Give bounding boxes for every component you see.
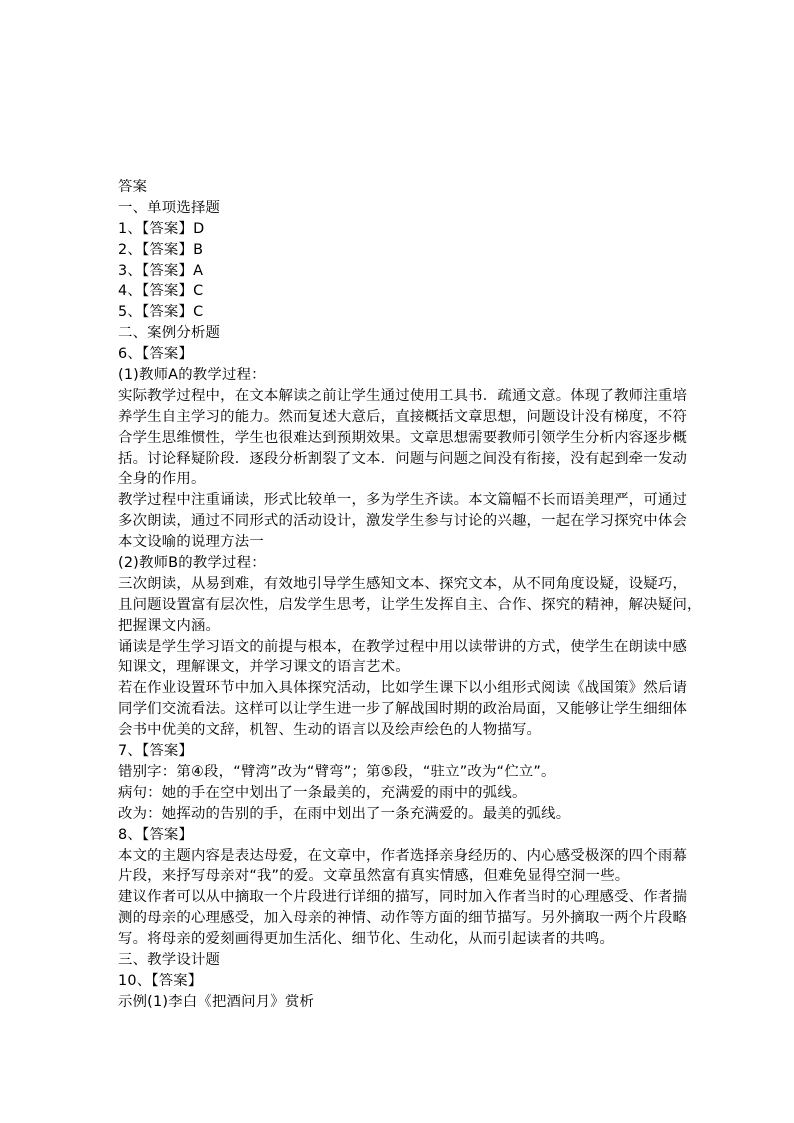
text-line: 实际教学过程中，在文本解读之前让学生通过使用工具书．疏通文意。体现了教师注重培 bbox=[118, 387, 688, 404]
text-line: 5、【答案】C bbox=[118, 304, 204, 321]
text-line: 会书中优美的文辞，机智、生动的语言以及绘声绘色的人物描写。 bbox=[118, 722, 542, 739]
text-line: 病句：她的手在空中划出了一条最美的，充满爱的雨中的弧线。 bbox=[118, 784, 527, 801]
text-line: 教学过程中注重诵读，形式比较单一，多为学生齐读。本文篇幅不长而语美理严，可通过 bbox=[118, 492, 688, 509]
text-line: 8、【答案】 bbox=[118, 826, 194, 843]
text-line: 错别字：第④段，“臂湾”改为“臂弯”；第⑤段，“驻立”改为“伫立”。 bbox=[118, 763, 556, 780]
text-line: 本文的主题内容是表达母爱，在文章中，作者选择亲身经历的、内心感受极深的四个雨幕 bbox=[118, 847, 688, 864]
text-line: 一、单项选择题 bbox=[118, 199, 221, 216]
text-line: (1)教师A的教学过程： bbox=[118, 367, 266, 384]
text-line: 养学生自主学习的能力。然而复述大意后，直接概括文章思想，问题设计没有梯度，不符 bbox=[118, 408, 688, 425]
text-line: 写。将母亲的爱刻画得更加生活化、细节化、生动化，从而引起读者的共鸣。 bbox=[118, 931, 615, 948]
text-line: 三、教学设计题 bbox=[118, 951, 221, 968]
text-line: 6、【答案】 bbox=[118, 346, 194, 363]
text-line: 诵读是学生学习语文的前提与根本，在教学过程中用以读带讲的方式，使学生在朗读中感 bbox=[118, 638, 688, 655]
document-body bbox=[118, 198, 702, 1013]
text-line: 三次朗读，从易到难，有效地引导学生感知文本、探究文本，从不同角度设疑，设疑巧， bbox=[118, 575, 688, 592]
text-line: (2)教师B的教学过程： bbox=[118, 555, 266, 572]
text-line: 若在作业设置环节中加入具体探究活动，比如学生课下以小组形式阅读《战国策》然后请 bbox=[118, 680, 688, 697]
text-line: 多次朗读，通过不同形式的活动设计，激发学生参与讨论的兴趣，一起在学习探究中体会 bbox=[118, 513, 688, 530]
text-line: 知课文，理解课文，并学习课文的语言艺术。 bbox=[118, 659, 410, 676]
text-line: 7、【答案】 bbox=[118, 743, 194, 760]
text-line: 3、【答案】A bbox=[118, 262, 204, 279]
text-line: 本文设喻的说理方法一 bbox=[118, 534, 264, 551]
text-line: 合学生思维惯性，学生也很难达到预期效果。文章思想需要教师引领学生分析内容逐步概 bbox=[118, 429, 688, 446]
text-line: 片段，来抒写母亲对“我”的爱。文章虽然富有真实情感，但难免显得空洞一些。 bbox=[118, 868, 630, 885]
text-line: 测的母亲的心理感受，加入母亲的神情、动作等方面的细节描写。另外摘取一两个片段略 bbox=[118, 910, 688, 927]
document-title: 答案 bbox=[118, 179, 148, 195]
text-line: 括。讨论释疑阶段．逐段分析割裂了文本．问题与问题之间没有衔接，没有起到牵一发动 bbox=[118, 450, 688, 467]
text-line: 二、案例分析题 bbox=[118, 325, 221, 342]
text-line: 2、【答案】B bbox=[118, 241, 204, 258]
text-line: 1、【答案】D bbox=[118, 220, 205, 237]
text-line: 同学们交流看法。这样可以让学生进一步了解战国时期的政治局面，又能够让学生细细体 bbox=[118, 701, 688, 718]
text-line: 全身的作用。 bbox=[118, 471, 206, 488]
text-line: 且问题设置富有层次性，启发学生思考，让学生发挥自主、合作、探究的精神，解决疑问， bbox=[118, 596, 702, 613]
text-line: 把握课文内涵。 bbox=[118, 617, 221, 634]
text-line: 建议作者可以从中摘取一个片段进行详细的描写，同时加入作者当时的心理感受、作者揣 bbox=[118, 889, 688, 906]
text-line: 10、【答案】 bbox=[118, 972, 203, 989]
document-page bbox=[118, 177, 702, 1013]
text-line: 改为：她挥动的告别的手，在雨中划出了一条充满爱的。最美的弧线。 bbox=[118, 805, 571, 822]
text-line: 示例(1)李白《把酒问月》赏析 bbox=[118, 993, 315, 1010]
text-line: 4、【答案】C bbox=[118, 283, 204, 300]
